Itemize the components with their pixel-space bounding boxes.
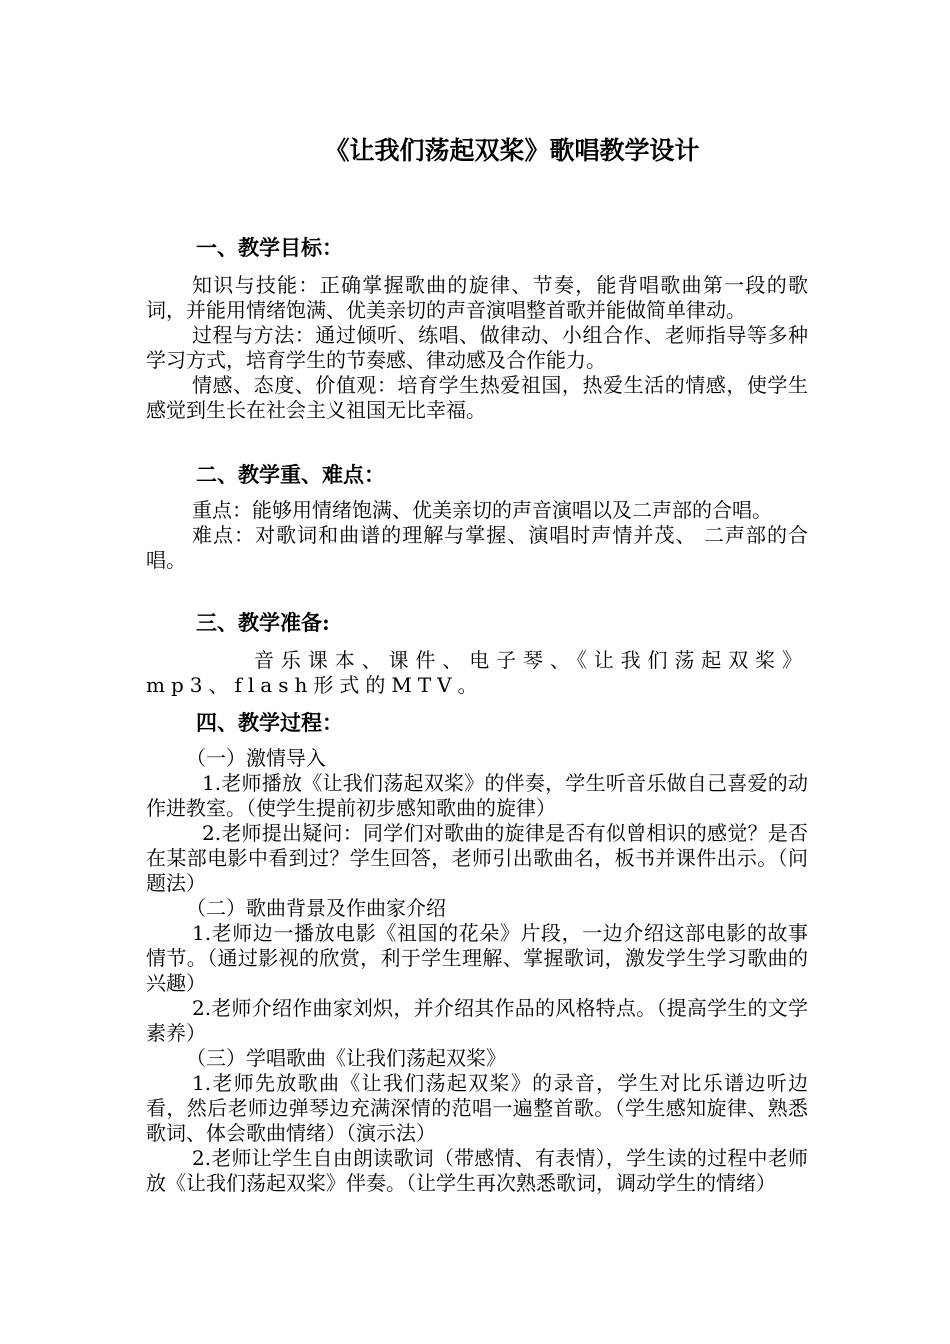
paragraph: 情感、态度、价值观：培育学生热爱祖国，热爱生活的情感，使学生感觉到生长在社会主义祖国无比幸福。 — [146, 373, 808, 422]
section-4 — [146, 710, 808, 736]
paragraph: 2.老师介绍作曲家刘炽，并介绍其作品的风格特点。（提高学生的文学素养） — [146, 996, 808, 1045]
paragraph: 2.老师让学生自由朗读歌词（带感情、有表情），学生读的过程中老师放《让我们荡起双桨》伴奏。（让学生再次熟悉歌词，调动学生的情绪） — [146, 1146, 808, 1195]
section-heading: 三、教学准备: — [196, 610, 330, 635]
section-3-body — [146, 648, 808, 698]
section-1-body — [146, 273, 808, 423]
paragraph: 1.老师先放歌曲《让我们荡起双桨》的录音，学生对比乐谱边听边看，然后老师边弹琴边充满深情的范唱一遍整首歌。（学生感知旋律、熟悉歌词、体会歌曲情绪）（演示法） — [146, 1071, 808, 1145]
paragraph: 过程与方法：通过倾听、练唱、做律动、小组合作、老师指导等多种学习方式，培育学生的节奏感、律动感及合作能力。 — [146, 323, 808, 372]
section-heading: 四、教学过程： — [196, 710, 343, 735]
paragraph: 2.老师提出疑问：同学们对歌曲的旋律是否有似曾相识的感觉？是否在某部电影中看到过？学生回答，老师引出歌曲名，板书并课件出示。（问题法） — [146, 821, 808, 895]
subheading: （一）激情导入 — [186, 746, 326, 770]
section-2-body — [146, 498, 808, 573]
paragraph: 1.老师边一播放电影《祖国的花朵》片段，一边介绍这部电影的故事情节。（通过影视的欣赏，利于学生理解、掌握歌词，激发学生学习歌曲的兴趣） — [146, 921, 808, 995]
paragraph: 1.老师播放《让我们荡起双桨》的伴奏，学生听音乐做自己喜爱的动作进教室。（使学生提前初步感知歌曲的旋律） — [146, 771, 808, 820]
section-2 — [146, 462, 808, 488]
section-1 — [146, 235, 808, 261]
section-heading: 二、教学重、难点： — [196, 462, 385, 487]
paragraph: 知识与技能：正确掌握歌曲的旋律、节奏，能背唱歌曲第一段的歌词，并能用情绪饱满、优美亲切的声音演唱整首歌并能做简单律动。 — [146, 273, 808, 322]
section-heading: 一、教学目标： — [196, 235, 343, 260]
paragraph: 音乐课本、课件、电子琴、《让我们荡起双桨》mp3、flash形式的MTV。 — [146, 648, 808, 697]
paragraph: 难点：对歌词和曲谱的理解与掌握、演唱时声情并茂、 二声部的合唱。 — [146, 523, 808, 572]
paragraph: 重点：能够用情绪饱满、优美亲切的声音演唱以及二声部的合唱。 — [192, 498, 772, 522]
subheading: （二）歌曲背景及作曲家介绍 — [186, 896, 446, 920]
section-4-body — [146, 746, 808, 1196]
subheading: （三）学唱歌曲《让我们荡起双桨》 — [186, 1046, 506, 1070]
section-3 — [146, 610, 808, 636]
document-title: 《让我们荡起双桨》歌唱教学设计 — [324, 136, 700, 165]
